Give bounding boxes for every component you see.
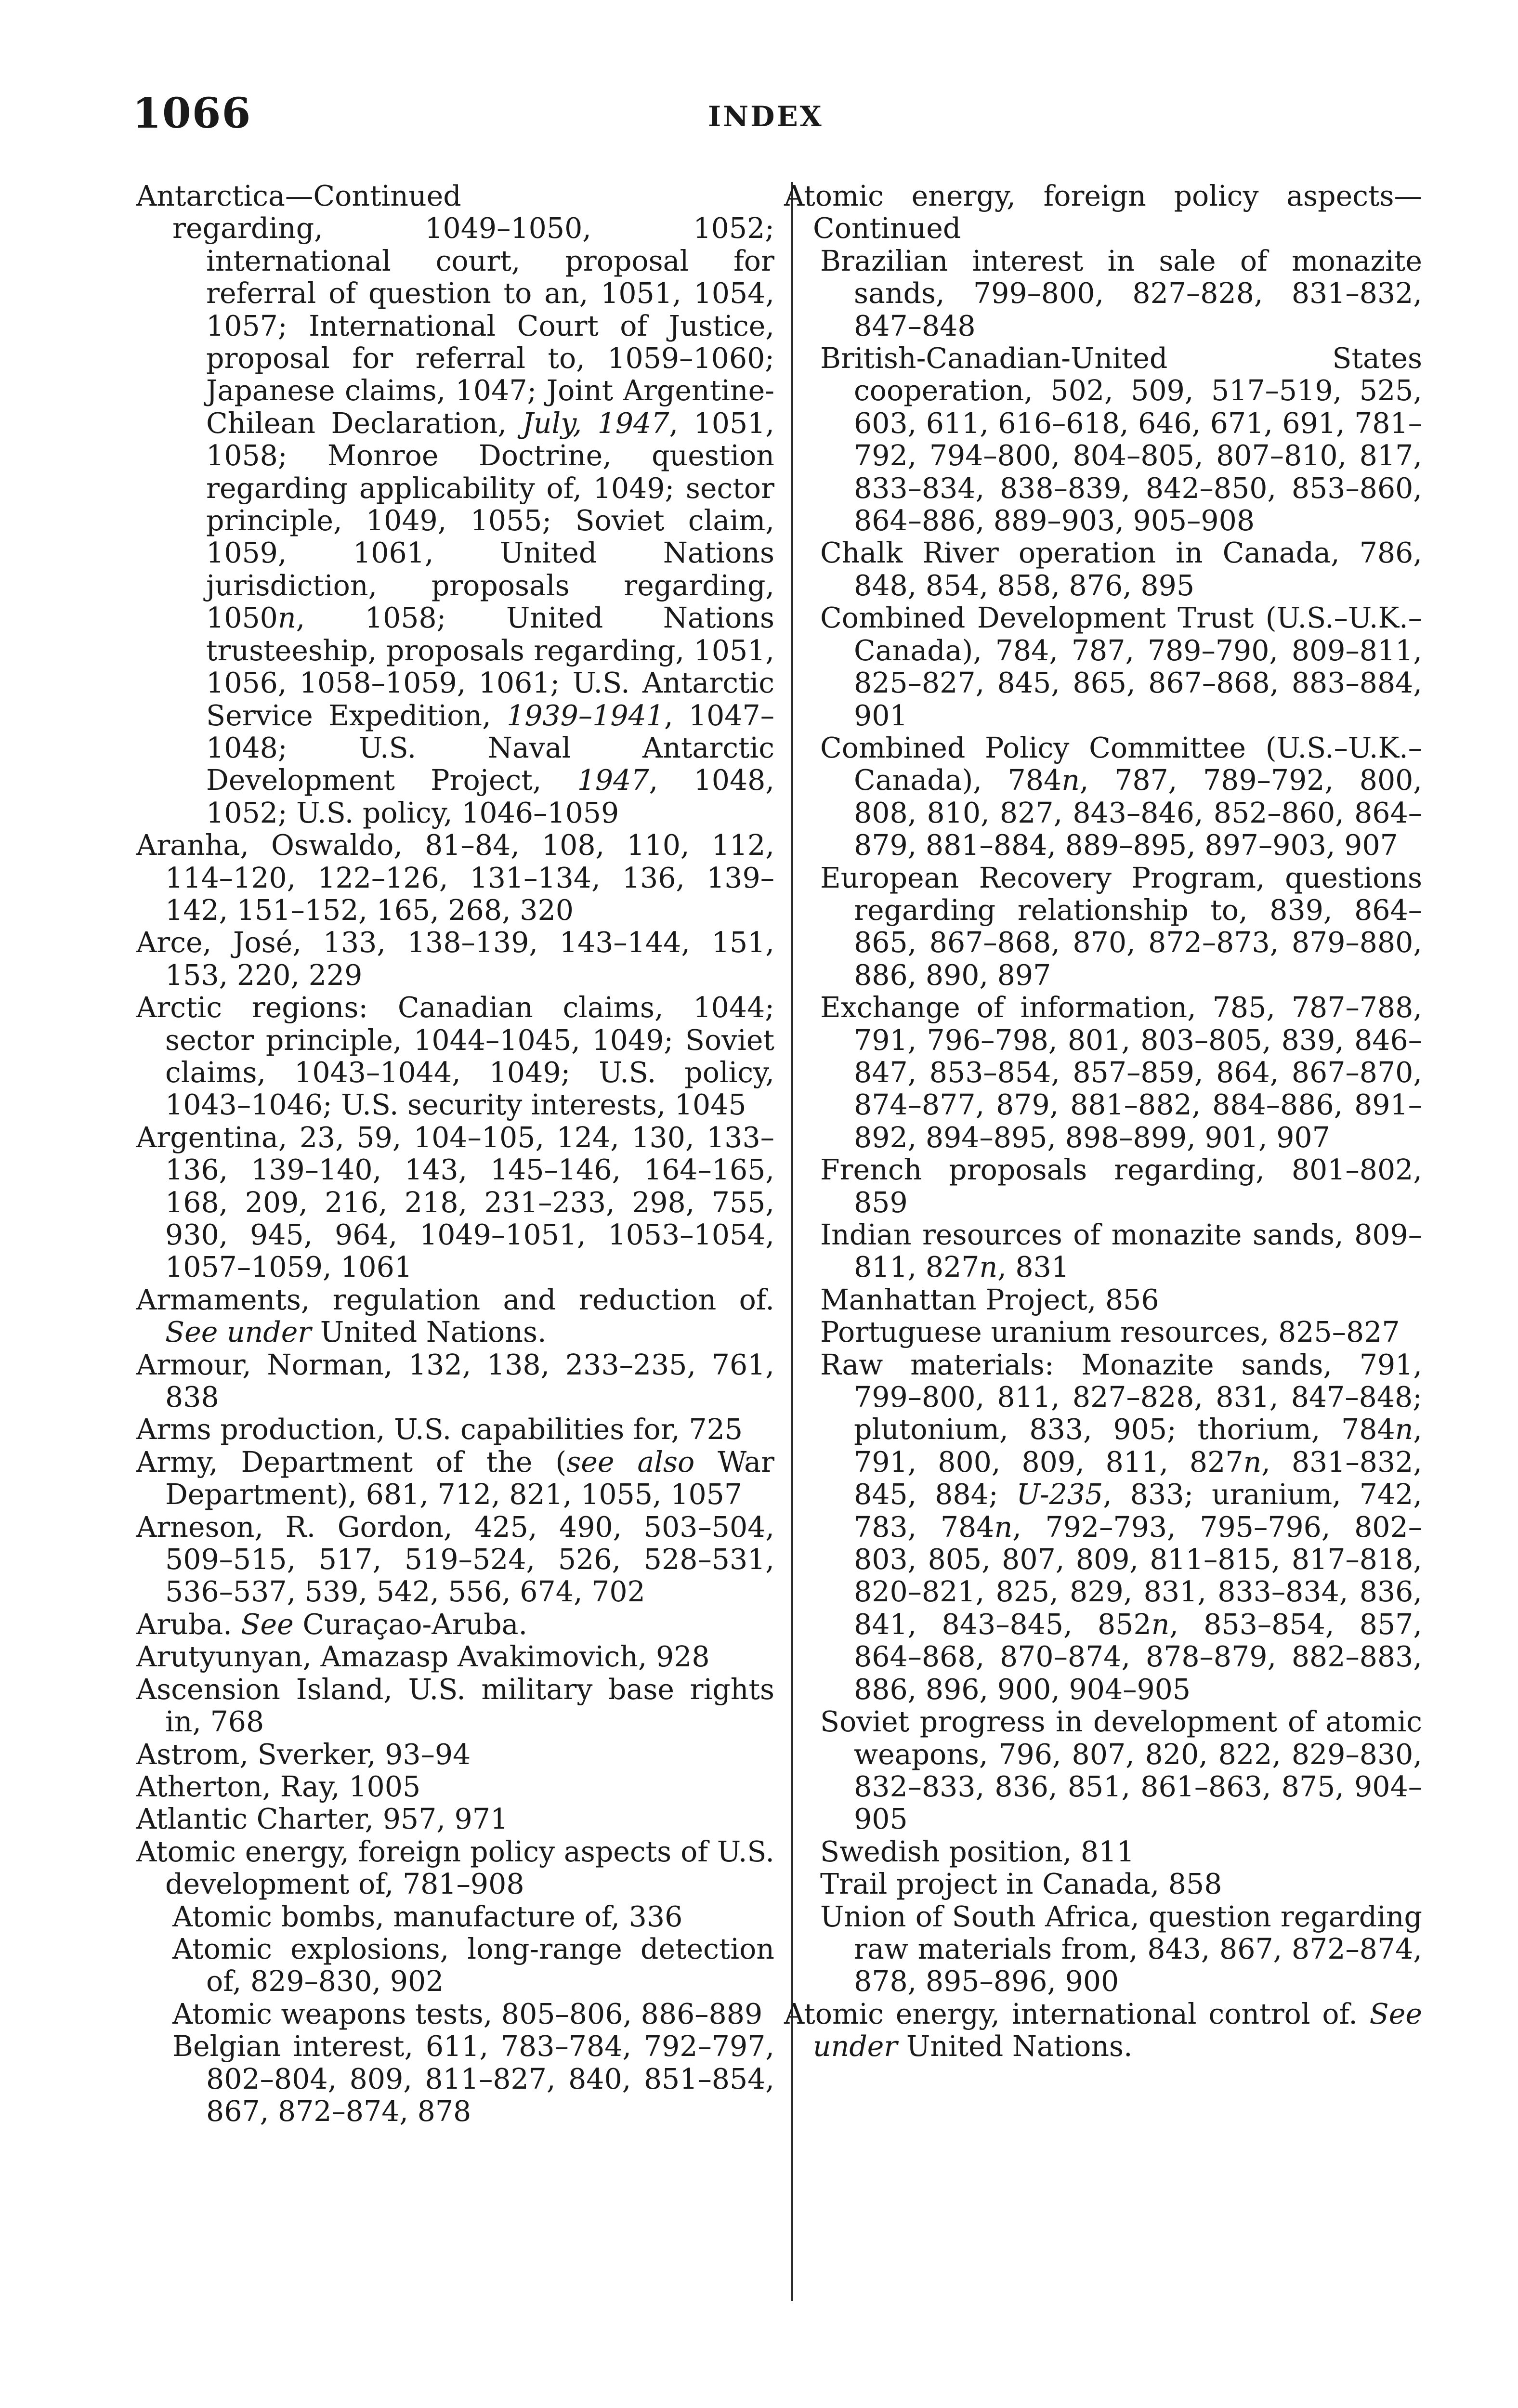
index-subentry: Raw materials: Monazite sands, 791, 799–800, 811, 827–828, 831, 847–848; plutonium, 833, 905; thorium, 784n, 791, 800, 809, 811, 827n, 831–832, 845, 884; U-235, 833; uranium, 742, 783, 784n, 792–793, 795–796, 802–803, 805, 807, 809, 811–815, 817–818, 820–821, 825, 829, 831, 833–834, 836, 841, 843–845, 852n, 853–854, 857, 864–868, 870–874, 878–879, 882–883, 886, 896, 900, 904–905	[820, 1348, 1422, 1706]
running-head: INDEX	[708, 100, 824, 133]
index-entry: Astrom, Sverker, 93–94	[136, 1738, 471, 1771]
index-entry: Arms production, U.S. capabilities for, 725	[136, 1413, 743, 1446]
index-subentry: Brazilian interest in sale of monazite sands, 799–800, 827–828, 831–832, 847–848	[820, 244, 1422, 342]
index-entry: Ascension Island, U.S. military base rights in, 768	[136, 1673, 774, 1739]
index-entry: Atlantic Charter, 957, 971	[136, 1803, 509, 1836]
index-entry: Arneson, R. Gordon, 425, 490, 503–504, 509–515, 517, 519–524, 526, 528–531, 536–537, 539, 542, 556, 674, 702	[136, 1510, 774, 1609]
index-entry: Aranha, Oswaldo, 81–84, 108, 110, 112, 114–120, 122–126, 131–134, 136, 139–142, 151–152, 165, 268, 320	[136, 829, 774, 927]
index-subentry: Atomic explosions, long-range detection of, 829–830, 902	[172, 1932, 774, 1998]
page-number: 1066	[132, 89, 252, 138]
index-subentry: Belgian interest, 611, 783–784, 792–797, 802–804, 809, 811–827, 840, 851–854, 867, 872–874, 878	[172, 2030, 774, 2128]
index-column-left	[136, 180, 774, 2128]
index-entry: Atomic energy, foreign policy aspects of U.S. development of, 781–908	[136, 1835, 774, 1901]
index-entry: Arctic regions: Canadian claims, 1044; sector principle, 1044–1045, 1049; Soviet claims, 1043–1044, 1049; U.S. policy, 1043–1046; U.S. security interests, 1045	[136, 991, 774, 1122]
index-entry: Atomic energy, foreign policy aspects—Continued	[784, 180, 1422, 245]
index-subentry: Atomic weapons tests, 805–806, 886–889	[172, 1997, 763, 2030]
index-entry: Atomic energy, international control of. See under United Nations.	[784, 1997, 1422, 2063]
index-subentry: Exchange of information, 785, 787–788, 791, 796–798, 801, 803–805, 839, 846–847, 853–854, 857–859, 864, 867–870, 874–877, 879, 881–882, 884–886, 891–892, 894–895, 898–899, 901, 907	[820, 991, 1422, 1154]
index-subentry: Chalk River operation in Canada, 786, 848, 854, 858, 876, 895	[820, 537, 1422, 602]
index-subentry: European Recovery Program, questions regarding relationship to, 839, 864–865, 867–868, 870, 872–873, 879–880, 886, 890, 897	[820, 861, 1422, 992]
index-column-right	[784, 180, 1422, 2063]
index-entry: Aruba. See Curaçao-Aruba.	[136, 1608, 528, 1641]
index-entry: Antarctica—Continued	[136, 180, 461, 212]
index-subentry: French proposals regarding, 801–802, 859	[820, 1153, 1422, 1219]
index-subentry: Portuguese uranium resources, 825–827	[820, 1316, 1400, 1349]
index-subentry: Combined Policy Committee (U.S.–U.K.–Canada), 784n, 787, 789–792, 800, 808, 810, 827, 843–846, 852–860, 864–879, 881–884, 889–895, 897–903, 907	[820, 731, 1422, 862]
index-subentry: Union of South Africa, question regarding raw materials from, 843, 867, 872–874, 878, 895–896, 900	[820, 1900, 1422, 1998]
index-entry: Atherton, Ray, 1005	[136, 1770, 421, 1803]
index-subentry: British-Canadian-United States cooperation, 502, 509, 517–519, 525, 603, 611, 616–618, 646, 671, 691, 781–792, 794–800, 804–805, 807–810, 817, 833–834, 838–839, 842–850, 853–860, 864–886, 889–903, 905–908	[820, 342, 1422, 537]
index-entry: Armaments, regulation and reduction of. See under United Nations.	[136, 1283, 774, 1349]
index-subentry: Atomic bombs, manufacture of, 336	[172, 1900, 683, 1933]
index-subentry: Indian resources of monazite sands, 809–811, 827n, 831	[820, 1218, 1422, 1284]
index-entry: Armour, Norman, 132, 138, 233–235, 761, 838	[136, 1348, 774, 1414]
index-entry: Argentina, 23, 59, 104–105, 124, 130, 133–136, 139–140, 143, 145–146, 164–165, 168, 209, 216, 218, 231–233, 298, 755, 930, 945, 964, 1049–1051, 1053–1054, 1057–1059, 1061	[136, 1121, 774, 1284]
index-subentry: Manhattan Project, 856	[820, 1283, 1159, 1316]
index-subentry: regarding, 1049–1050, 1052; international court, proposal for referral of question to an, 1051, 1054, 1057; International Court of Justice, proposal for referral to, 1059–1060; Japanese claims, 1047; Joint Argentine-Chilean Declaration, July, 1947, 1051, 1058; Monroe Doctrine, question regarding applicability of, 1049; sector principle, 1049, 1055; Soviet claim, 1059, 1061, United Nations jurisdiction, proposals regarding, 1050n, 1058; United Nations trusteeship, proposals regarding, 1051, 1056, 1058–1059, 1061; U.S. Antarctic Service Expedition, 1939–1941, 1047–1048; U.S. Naval Antarctic Development Project, 1947, 1048, 1052; U.S. policy, 1046–1059	[172, 212, 774, 829]
index-subentry: Trail project in Canada, 858	[820, 1868, 1222, 1901]
index-entry: Army, Department of the (see also War Department), 681, 712, 821, 1055, 1057	[136, 1445, 774, 1511]
index-subentry: Swedish position, 811	[820, 1835, 1135, 1868]
index-entry: Arutyunyan, Amazasp Avakimovich, 928	[136, 1640, 710, 1674]
index-subentry: Combined Development Trust (U.S.–U.K.–Canada), 784, 787, 789–790, 809–811, 825–827, 845, 865, 867–868, 883–884, 901	[820, 602, 1422, 732]
index-subentry: Soviet progress in development of atomic weapons, 796, 807, 820, 822, 829–830, 832–833, 836, 851, 861–863, 875, 904–905	[820, 1705, 1422, 1836]
index-entry: Arce, José, 133, 138–139, 143–144, 151, 153, 220, 229	[136, 926, 774, 992]
